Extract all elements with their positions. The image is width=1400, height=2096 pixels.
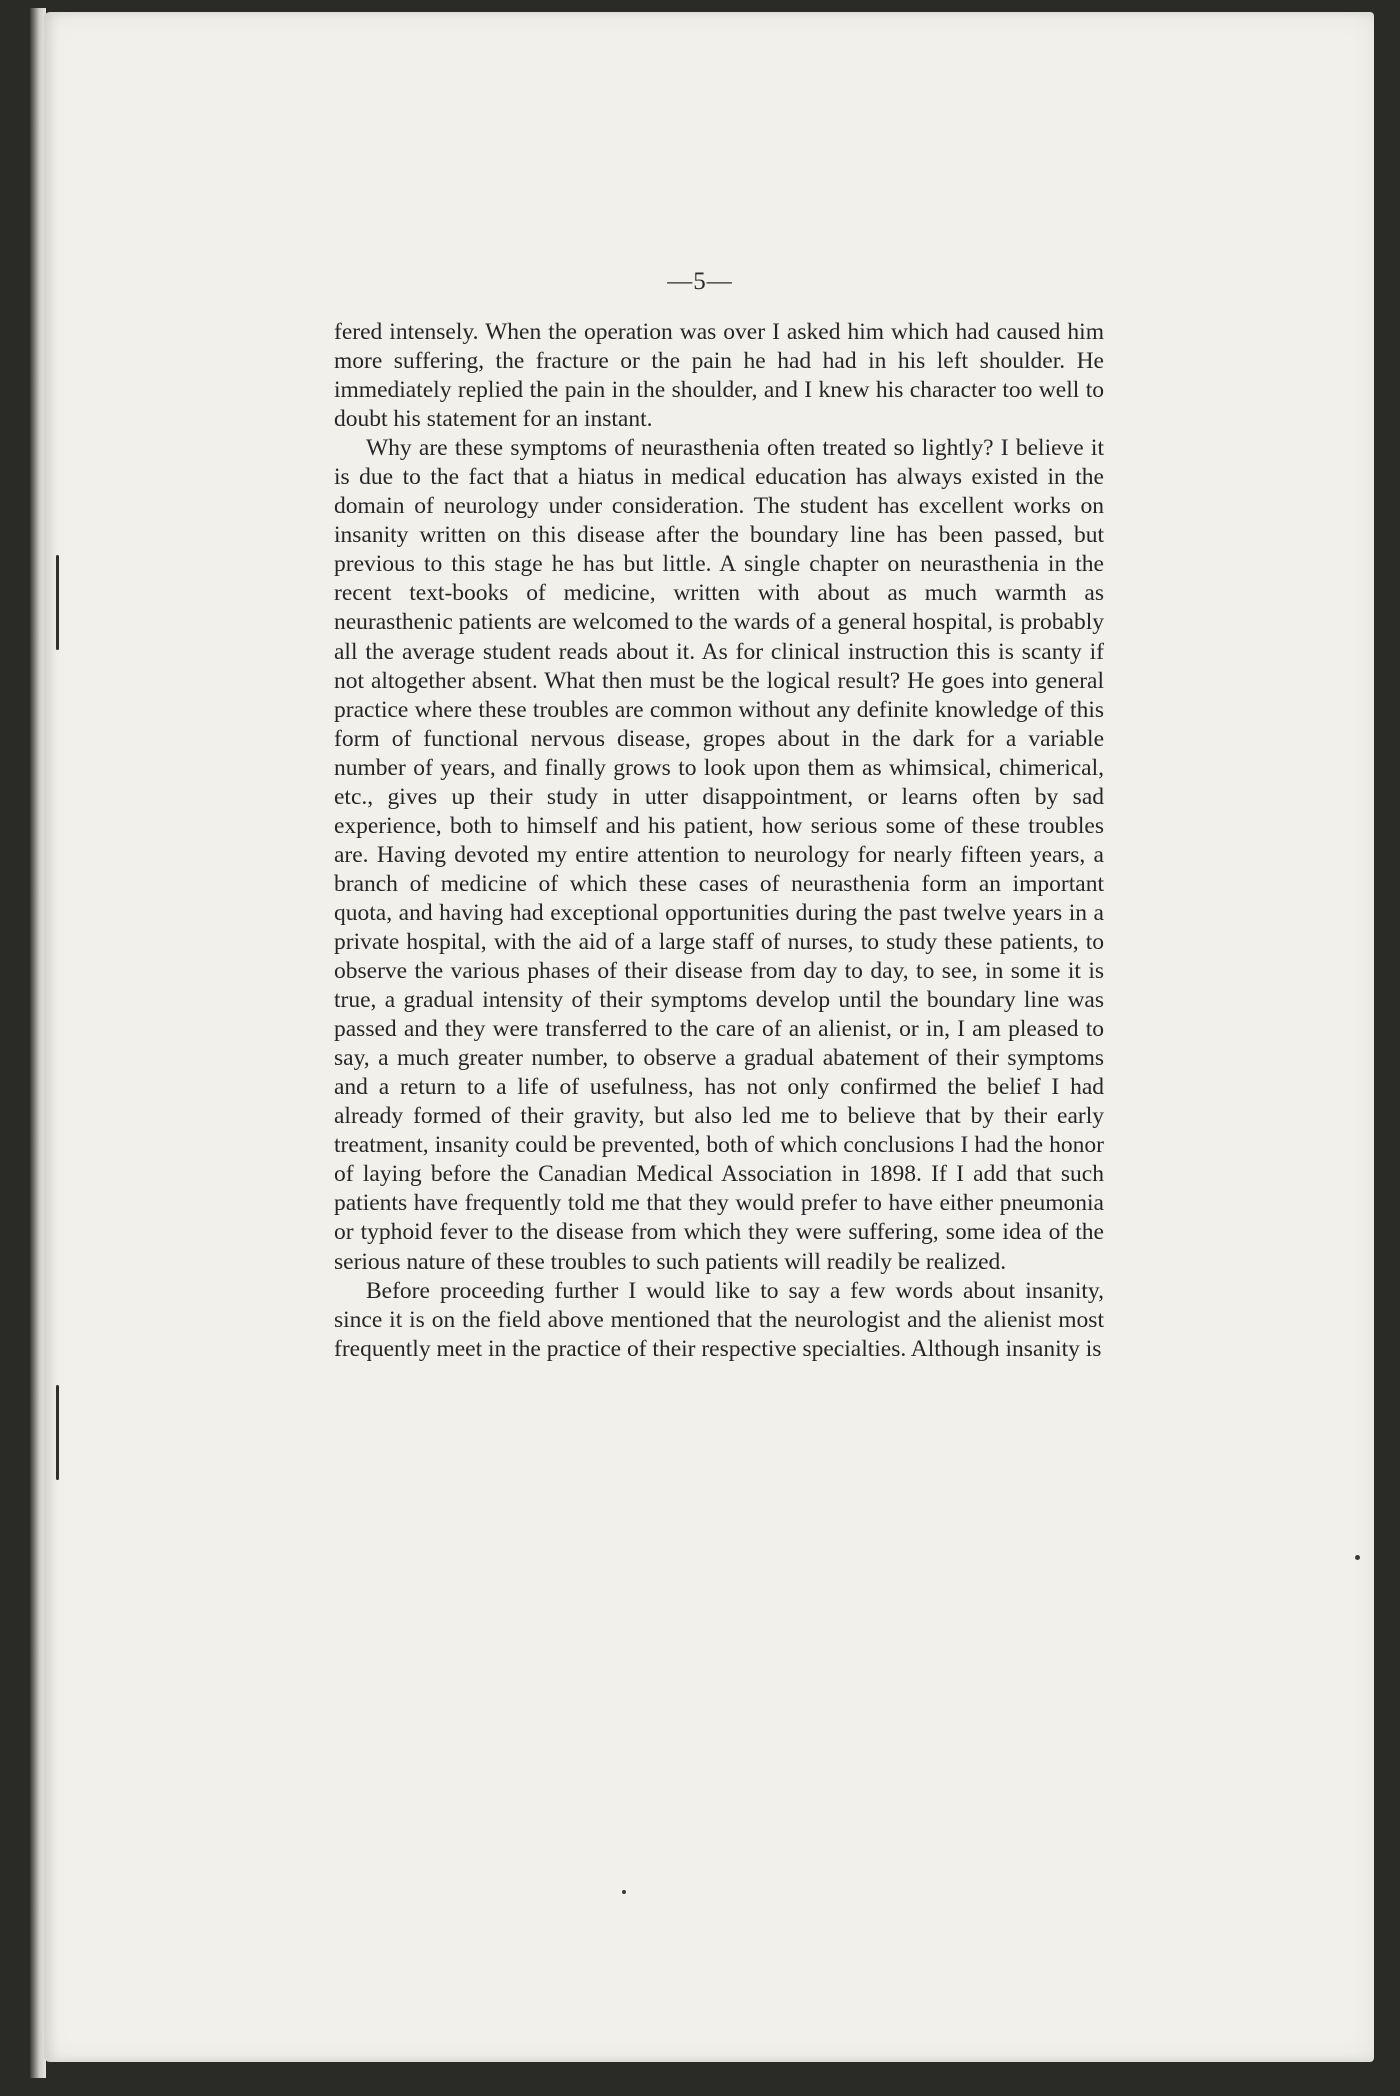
paragraph: Why are these symptoms of neurasthenia often treated so lightly? I believe it is due to the fact that a hiatus in medical education has always existed in the domain of neurology under consideration. The student has excellent works on insanity written on this disease after the boundary line has been passed, but previous to this stage he has but little. A single chapter on neurasthenia in the recent text-books of medicine, written with about as much warmth as neurasthenic patients are welcomed to the wards of a general hospital, is probably all the average student reads about it. As for clinical instruction this is scanty if not altogether absent. What then must be the logical result? He goes into general practice where these troubles are common without any definite knowledge of this form of functional nervous disease, gropes about in the dark for a variable number of years, and finally grows to look upon them as whimsical, chimerical, etc., gives up their study in utter disappointment, or learns often by sad experience, both to himself and his patient, how serious some of these troubles are. Having devoted my entire attention to neurology for nearly fifteen years, a branch of medicine of which these cases of neurasthenia form an important quota, and having had exceptional opportunities during the past twelve years in a private hospital, with the aid of a large staff of nurses, to study these patients, to observe the various phases of their disease from day to day, to see, in some it is true, a gradual intensity of their symptoms develop until the boundary line was passed and they were transferred to the care of an alienist, or in, I am pleased to say, a much greater number, to observe a gradual abatement of their symptoms and a return to a life of usefulness, has not only confirmed the belief I had already formed of their gravity, but also led me to believe that by their early treatment, insanity could be prevented, both of which conclusions I had the honor of laying before the Canadian Medical Association in 1898. If I add that such patients have frequently told me that they would prefer to have either pneumonia or typhoid fever to the disease from which they were suffering, some idea of the serious nature of these troubles to such patients will readily be realized. [334, 435, 1104, 1275]
binding-thread-mark [56, 555, 59, 650]
ink-speck [622, 1890, 626, 1894]
body-text [334, 318, 1104, 1364]
paragraph: Before proceeding further I would like to say a few words about insanity, since it is on the field above mentioned that the neurologist and the alienist most frequently meet in the practice of their respective specialties. Although insanity is [334, 1277, 1104, 1362]
ink-speck [1355, 1555, 1360, 1560]
page-number: —5— [667, 268, 733, 295]
binding-thread-mark [56, 1385, 59, 1480]
paragraph: fered intensely. When the operation was over I asked him which had caused him more suffering, the fracture or the pain he had had in his left shoulder. He immediately replied the pain in the shoulder, and I knew his character too well to doubt his statement for an instant. [334, 319, 1104, 433]
